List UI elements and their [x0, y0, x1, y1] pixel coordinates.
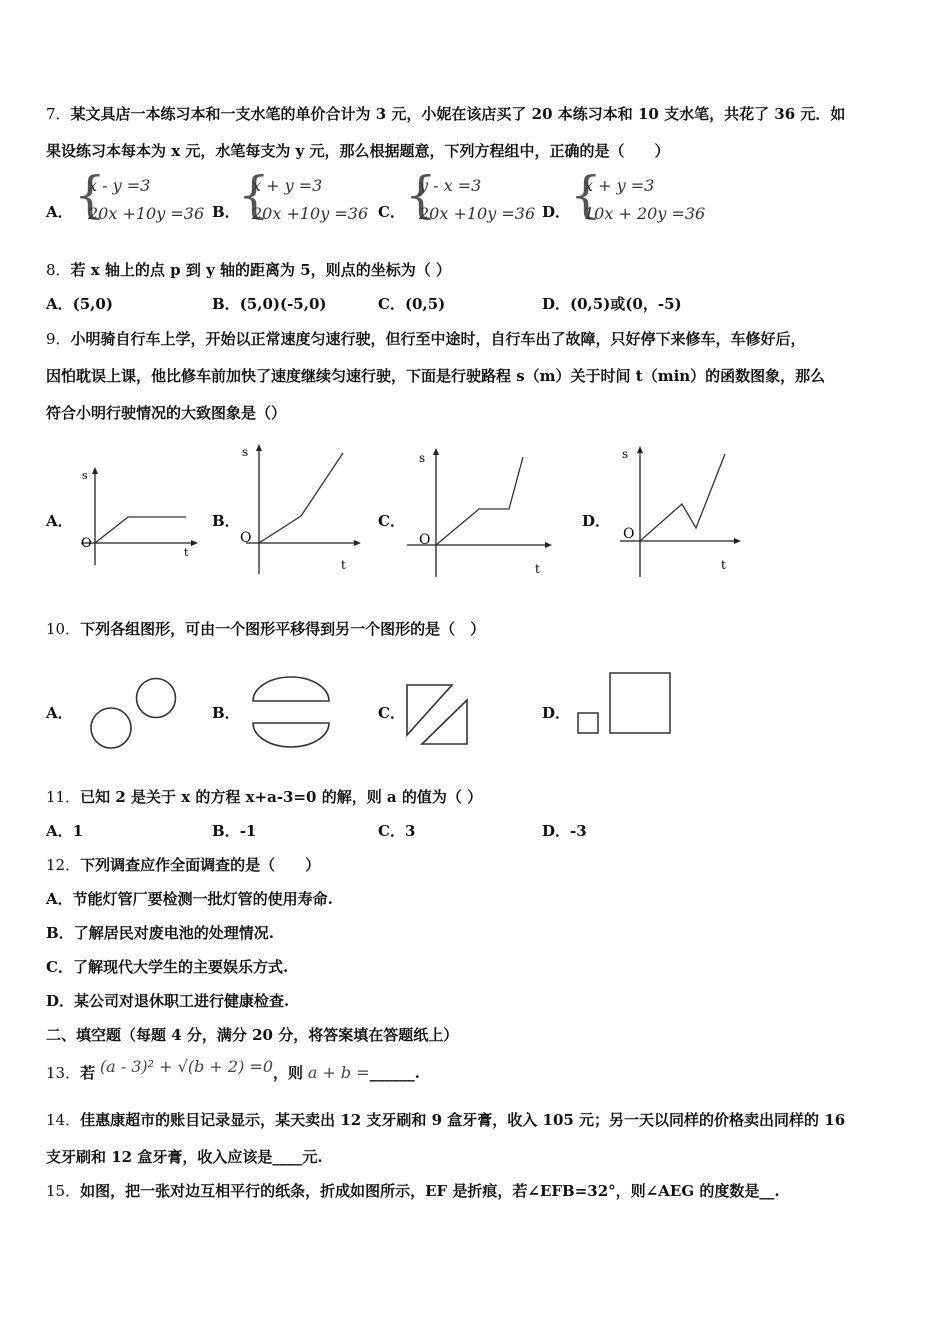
q9-a-origin: O [81, 536, 92, 551]
q9-d-t-label: t [721, 558, 726, 572]
q9-line3: 符合小明行驶情况的大致图象是（） [46, 404, 287, 422]
q9-option-c-label: C． [378, 512, 405, 530]
q8-option-b: B．(5,0)(-5,0) [212, 295, 327, 313]
q7-option-d-label: D． [542, 203, 571, 221]
q11-option-a: A．1 [46, 822, 84, 840]
q12-option-d: D．某公司对退休职工进行健康检查. [46, 992, 290, 1010]
q9-c-s-label: s [419, 451, 426, 465]
q12-option-c: C．了解现代大学生的主要娱乐方式. [46, 958, 289, 976]
section-2-heading: 二、填空题（每题 4 分，满分 20 分，将答案填在答题纸上） [46, 1026, 459, 1044]
q10-option-c-label: C． [378, 704, 405, 722]
q14-line2: 支牙刷和 12 盒牙膏，收入应该是____元. [46, 1148, 323, 1166]
q13-formula: (a - 3)² + √(b + 2) =0 [99, 1057, 274, 1076]
q9-a-s-label: s [82, 469, 88, 482]
q10-option-a-label: A． [46, 704, 73, 722]
q14-line1: 14．佳惠康超市的账目记录显示，某天卖出 12 支牙刷和 9 盒牙膏，收入 105 元；另一天以同样的价格卖出同样的 16 [46, 1111, 846, 1129]
q7-option-b-label: B． [212, 203, 240, 221]
q11-option-d: D．-3 [542, 822, 587, 840]
q12-stem: 12．下列调查应作全面调查的是（ ） [46, 856, 321, 874]
q13-expression: a + b = [307, 1063, 370, 1082]
q9-graph-a [76, 455, 201, 570]
q9-c-t-label: t [535, 562, 540, 576]
q7-line2: 果设练习本每本为 x 元，水笔每支为 y 元，那么根据题意，下列方程组中，正确的是（ ） [46, 142, 670, 160]
q9-option-b-label: B． [212, 512, 240, 530]
q11-stem: 11．已知 2 是关于 x 的方程 x+a-3=0 的解，则 a 的值为（ ） [46, 788, 483, 806]
q8-option-c: C．(0,5) [378, 295, 446, 313]
q9-option-d-label: D． [582, 512, 611, 530]
q7-number: 7． [46, 105, 71, 123]
q9-b-t-label: t [341, 558, 346, 572]
q10-figure-b [248, 672, 334, 754]
q10-option-d-label: D． [542, 704, 571, 722]
q9-c-origin: O [419, 532, 431, 548]
q13-answer-blank[interactable]: ______ [369, 1064, 415, 1082]
q13-stem: 13．若 (a - 3)² + √(b + 2) =0，则 a + b =______. [46, 1057, 420, 1082]
q9-b-origin: O [240, 530, 252, 546]
q8-option-a: A．(5,0) [46, 295, 113, 313]
q11-option-c: C．3 [378, 822, 416, 840]
q9-graph-b [238, 438, 368, 576]
q9-graph-c [405, 442, 555, 578]
q9-graph-d [610, 440, 750, 578]
q7-option-c-label: C． [378, 203, 405, 221]
q15-stem: 15．如图，把一张对边互相平行的纸条，折成如图所示，EF 是折痕，若∠EFB=32°，则∠AEG 的度数是__. [46, 1182, 780, 1200]
q10-figure-a [86, 672, 182, 754]
q10-option-b-label: B． [212, 704, 240, 722]
q10-figure-d [574, 670, 676, 738]
q8-stem: 8．若 x 轴上的点 p 到 y 轴的距离为 5，则点的坐标为（ ） [46, 261, 451, 279]
q11-option-b: B．-1 [212, 822, 257, 840]
q7-line1: 7．某文具店一本练习本和一支水笔的单价合计为 3 元，小妮在该店买了 20 本练习本和 10 支水笔，共花了 36 元．如 [46, 105, 846, 123]
q9-b-s-label: s [242, 445, 249, 459]
q9-d-s-label: s [622, 447, 629, 461]
q9-option-a-label: A． [46, 512, 73, 530]
q12-option-b: B．了解居民对废电池的处理情况. [46, 924, 274, 942]
q9-line1: 9．小明骑自行车上学，开始以正常速度匀速行驶，但行至中途时，自行车出了故障，只好停下来修车，车修好后， [46, 330, 806, 348]
q9-line2: 因怕耽误上课，他比修车前加快了速度继续匀速行驶，下面是行驶路程 s（m）关于时间 t（min）的函数图象，那么 [46, 367, 826, 385]
q8-option-d: D．(0,5)或(0，-5) [542, 295, 682, 313]
q12-option-a: A．节能灯管厂要检测一批灯管的使用寿命. [46, 890, 333, 908]
q10-figure-c [402, 680, 474, 750]
q10-stem: 10．下列各组图形，可由一个图形平移得到另一个图形的是（ ） [46, 620, 486, 638]
q7-option-a-label: A． [46, 203, 73, 221]
q9-d-origin: O [623, 526, 635, 542]
q9-a-t-label: t [184, 546, 189, 559]
